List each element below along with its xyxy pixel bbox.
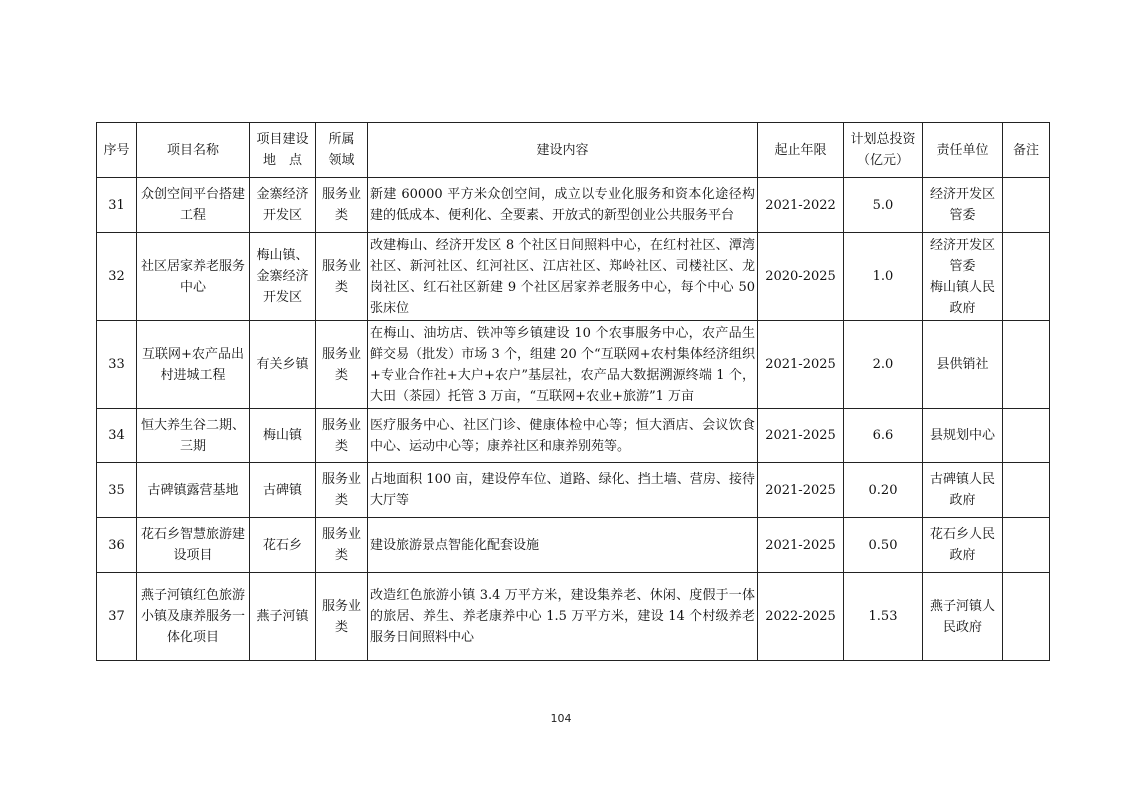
header-location: 项目建设 地 点 [250,123,316,178]
cell-remark [1003,573,1050,661]
cell-field: 服务业类 [316,463,368,518]
cell-period: 2021-2025 [758,321,844,409]
cell-no: 34 [97,409,137,463]
cell-no: 36 [97,518,137,573]
table-row [97,233,1050,321]
cell-unit: 经济开发区管委 梅山镇人民政府 [923,233,1003,321]
header-investment: 计划总投资 （亿元） [844,123,923,178]
cell-field: 服务业类 [316,233,368,321]
cell-investment: 1.0 [844,233,923,321]
cell-location: 燕子河镇 [250,573,316,661]
header-field: 所属 领域 [316,123,368,178]
cell-content: 改建梅山、经济开发区 8 个社区日间照料中心，在红村社区、潭湾社区、新河社区、红河社区、江店社区、郑岭社区、司楼社区、龙岗社区、红石社区新建 9 个社区居家养老服务中心，每个中心 50 张床位 [368,233,758,321]
cell-unit: 古碑镇人民政府 [923,463,1003,518]
header-content: 建设内容 [368,123,758,178]
cell-no: 37 [97,573,137,661]
project-table [96,122,1050,661]
cell-field: 服务业类 [316,573,368,661]
cell-name: 燕子河镇红色旅游小镇及康养服务一体化项目 [137,573,250,661]
cell-field: 服务业类 [316,518,368,573]
cell-investment: 6.6 [844,409,923,463]
cell-no: 33 [97,321,137,409]
cell-content: 医疗服务中心、社区门诊、健康体检中心等；恒大酒店、会议饮食中心、运动中心等；康养社区和康养别苑等。 [368,409,758,463]
cell-location: 梅山镇 [250,409,316,463]
cell-no: 35 [97,463,137,518]
cell-remark [1003,518,1050,573]
page-number: 104 [550,712,572,725]
cell-field: 服务业类 [316,178,368,233]
cell-period: 2021-2022 [758,178,844,233]
cell-investment: 0.50 [844,518,923,573]
cell-remark [1003,321,1050,409]
cell-unit: 燕子河镇人民政府 [923,573,1003,661]
header-unit: 责任单位 [923,123,1003,178]
cell-period: 2021-2025 [758,463,844,518]
cell-content: 建设旅游景点智能化配套设施 [368,518,758,573]
cell-name: 社区居家养老服务中心 [137,233,250,321]
cell-no: 32 [97,233,137,321]
cell-field: 服务业类 [316,409,368,463]
cell-investment: 5.0 [844,178,923,233]
header-no: 序号 [97,123,137,178]
cell-location: 有关乡镇 [250,321,316,409]
cell-period: 2021-2025 [758,409,844,463]
cell-location: 花石乡 [250,518,316,573]
table-row [97,463,1050,518]
cell-field: 服务业类 [316,321,368,409]
cell-investment: 0.20 [844,463,923,518]
cell-unit: 县供销社 [923,321,1003,409]
cell-location: 金寨经济开发区 [250,178,316,233]
cell-content: 改造红色旅游小镇 3.4 万平方米，建设集养老、休闲、度假于一体的旅居、养生、养老康养中心 1.5 万平方米，建设 14 个村级养老服务日间照料中心 [368,573,758,661]
cell-remark [1003,409,1050,463]
table-header-row [97,123,1050,178]
cell-name: 恒大养生谷二期、三期 [137,409,250,463]
header-period: 起止年限 [758,123,844,178]
cell-investment: 2.0 [844,321,923,409]
cell-period: 2020-2025 [758,233,844,321]
cell-remark [1003,233,1050,321]
table-row [97,321,1050,409]
table-row [97,573,1050,661]
cell-name: 花石乡智慧旅游建设项目 [137,518,250,573]
cell-unit: 花石乡人民政府 [923,518,1003,573]
cell-name: 古碑镇露营基地 [137,463,250,518]
cell-period: 2022-2025 [758,573,844,661]
cell-name: 众创空间平台搭建工程 [137,178,250,233]
cell-content: 新建 60000 平方米众创空间，成立以专业化服务和资本化途径构建的低成本、便利化、全要素、开放式的新型创业公共服务平台 [368,178,758,233]
cell-content: 占地面积 100 亩，建设停车位、道路、绿化、挡土墙、营房、接待大厅等 [368,463,758,518]
table-row [97,178,1050,233]
header-name: 项目名称 [137,123,250,178]
cell-location: 梅山镇、金寨经济开发区 [250,233,316,321]
cell-remark [1003,463,1050,518]
cell-unit: 县规划中心 [923,409,1003,463]
cell-unit: 经济开发区管委 [923,178,1003,233]
cell-investment: 1.53 [844,573,923,661]
cell-remark [1003,178,1050,233]
table-row [97,518,1050,573]
table-row [97,409,1050,463]
header-remark: 备注 [1003,123,1050,178]
cell-period: 2021-2025 [758,518,844,573]
cell-content: 在梅山、油坊店、铁冲等乡镇建设 10 个农事服务中心，农产品生鲜交易（批发）市场 3 个，组建 20 个“互联网+农村集体经济组织+专业合作社+大户+农户”基层社，农产品大数据溯源终端 1 个，大田（茶园）托管 3 万亩，“互联网+农业+旅游”1 万亩 [368,321,758,409]
cell-name: 互联网+农产品出村进城工程 [137,321,250,409]
cell-location: 古碑镇 [250,463,316,518]
cell-no: 31 [97,178,137,233]
